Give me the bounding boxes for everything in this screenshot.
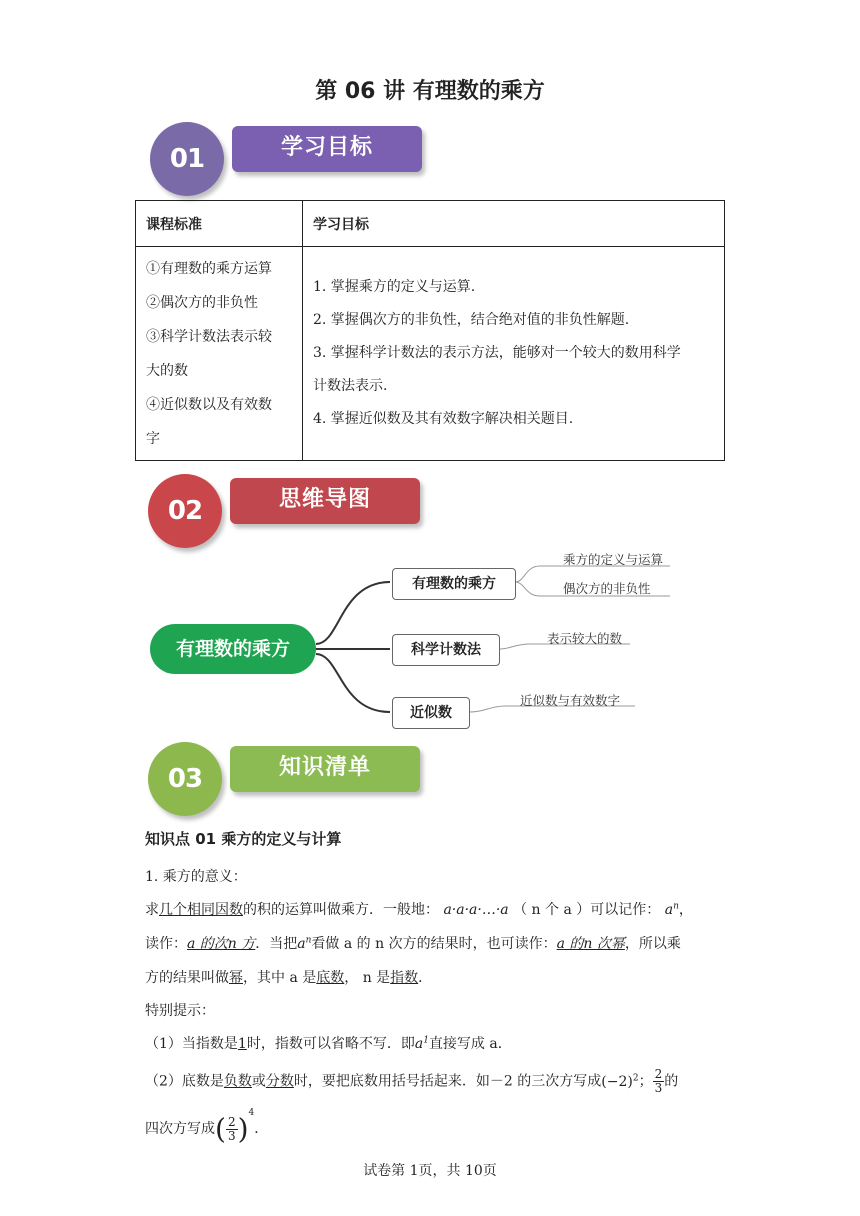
text: 特别提示： [145, 1003, 215, 1019]
list-item: 计数法表示. [313, 378, 388, 394]
paragraph: 求几个相同因数的积的运算叫做乘方．一般地： a·a·a·…·a （ n 个 a ）可以记作： $a^n$， [145, 901, 693, 918]
mind-map-leaf: 近似数与有效数字 [520, 693, 621, 708]
text: 或 [251, 1073, 266, 1090]
mind-map-leaf: 乘方的定义与运算 [563, 552, 664, 567]
text: ， n 是 [344, 970, 391, 986]
list-item: 3. 掌握科学计数法的表示方法，能够对一个较大的数用科学 [313, 345, 681, 361]
text: 直接写成 a． [428, 1036, 512, 1052]
text: 1. 乘方的意义： [145, 869, 247, 885]
text: ，其中 a 是 [243, 970, 317, 986]
badge-label-bar [230, 478, 420, 524]
denominator: 3 [654, 1081, 663, 1095]
text: 的积的运算叫做乘方．一般地： [243, 902, 439, 918]
badge-label-bar [232, 126, 422, 172]
base: (−2) [601, 1073, 633, 1090]
underlined-term: a 的次 [187, 936, 228, 952]
math-expression: a·a·a·…·a [443, 902, 509, 918]
badge-number: 02 [167, 496, 203, 526]
badge-number-circle [148, 474, 222, 548]
text: 时，指数可以省略不写．即 [246, 1036, 415, 1052]
math-power [665, 902, 679, 918]
badge-number: 03 [167, 764, 203, 794]
text: （1）当指数是 [145, 1036, 238, 1052]
knowledge-heading: 知识点 01 乘方的定义与计算 [145, 830, 342, 848]
text: ； [638, 1073, 653, 1090]
text: 四次方写成 [145, 1121, 215, 1137]
numerator: 2 [227, 1114, 236, 1129]
paragraph [145, 1033, 512, 1053]
paragraph [145, 933, 681, 953]
underlined-term: 1 [237, 1036, 247, 1052]
badge-label: 学习目标 [280, 135, 373, 160]
base: a [664, 902, 674, 918]
mind-map-leaf: 偶次方的非负性 [563, 581, 651, 596]
mind-map-node: 近似数 [392, 697, 470, 729]
table-header-standards: 课程标准 [136, 201, 303, 247]
underlined-term: 幂 [229, 970, 243, 986]
text: （ n 个 a ）可以记作： [513, 902, 661, 918]
underlined-term: 指数 [390, 970, 419, 986]
badge-number-circle [150, 122, 224, 196]
paragraph [145, 866, 247, 886]
underlined-term: 几个相同因数 [159, 902, 243, 918]
page-title: 第 06 讲 有理数的乘方 [315, 79, 545, 104]
list-item: 大的数 [146, 362, 188, 379]
paragraph [145, 1068, 678, 1095]
list-item: ②偶次方的非负性 [146, 294, 258, 311]
badge-label: 思维导图 [278, 487, 371, 512]
text: ，所以乘 [624, 936, 681, 952]
fraction [653, 1068, 665, 1095]
text: 求 [145, 902, 159, 918]
badge-number-circle [148, 742, 222, 816]
table-header-objectives: 学习目标 [303, 201, 725, 247]
mind-map-node: 科学计数法 [392, 634, 500, 666]
math-power: $a^n$ [297, 935, 312, 952]
paragraph [145, 1000, 215, 1020]
objectives-list [313, 271, 714, 436]
text: ． [418, 970, 433, 986]
standards-cell [136, 247, 303, 461]
text: （2）底数是 [145, 1073, 224, 1090]
goals-table [135, 200, 725, 461]
objectives-cell [303, 247, 725, 461]
list-item: ①有理数的乘方运算 [146, 260, 272, 277]
badge-label: 知识清单 [278, 755, 371, 780]
text: 方的结果叫做 [145, 970, 229, 986]
fraction [226, 1116, 238, 1143]
list-item: 4. 掌握近似数及其有效数字解决相关题目. [313, 411, 574, 427]
paragraph [145, 967, 432, 987]
text: 读作： [145, 936, 187, 952]
underlined-term: 负数 [223, 1073, 252, 1090]
math-expression: $(-2)^2$ [601, 1072, 639, 1090]
text: ．当把 [255, 936, 298, 952]
underlined-term: 底数 [316, 970, 345, 986]
page-footer: 试卷第 1页，共 10页 [363, 1163, 497, 1179]
text: 时，要把底数用括号括起来．如－2 的三次方写成 [293, 1073, 602, 1090]
badge-number: 01 [169, 144, 205, 174]
underlined-term: n 次幂 [583, 936, 625, 952]
standards-list [146, 252, 292, 456]
list-item: 1. 掌握乘方的定义与运算. [313, 279, 476, 295]
numerator: 2 [654, 1067, 663, 1081]
mind-map [140, 544, 700, 734]
list-item: ④近似数以及有效数 [146, 396, 272, 413]
list-item: ③科学计数法表示较 [146, 328, 272, 345]
underlined-term: a 的 [556, 936, 584, 952]
denominator: 3 [227, 1128, 236, 1143]
text: 的 [664, 1073, 679, 1090]
underlined-term: n 方 [227, 936, 256, 952]
text: ． [254, 1121, 269, 1137]
mind-map-root: 有理数的乘方 [150, 624, 316, 674]
mind-map-leaf: 表示较大的数 [547, 631, 623, 646]
underlined-term: 分数 [265, 1073, 294, 1090]
list-item: 2. 掌握偶次方的非负性，结合绝对值的非负性解题. [313, 312, 630, 328]
math-power: $a^1$ [414, 1035, 429, 1052]
text: 看做 a 的 n 次方的结果时，也可读作： [311, 936, 557, 952]
exponent: n [673, 901, 679, 912]
paragraph: 四次方写成( $\frac{2}{3}$ )$^4$． [145, 1108, 269, 1146]
badge-label-bar [230, 746, 420, 792]
mind-map-node: 有理数的乘方 [392, 568, 516, 600]
list-item: 字 [146, 430, 160, 447]
